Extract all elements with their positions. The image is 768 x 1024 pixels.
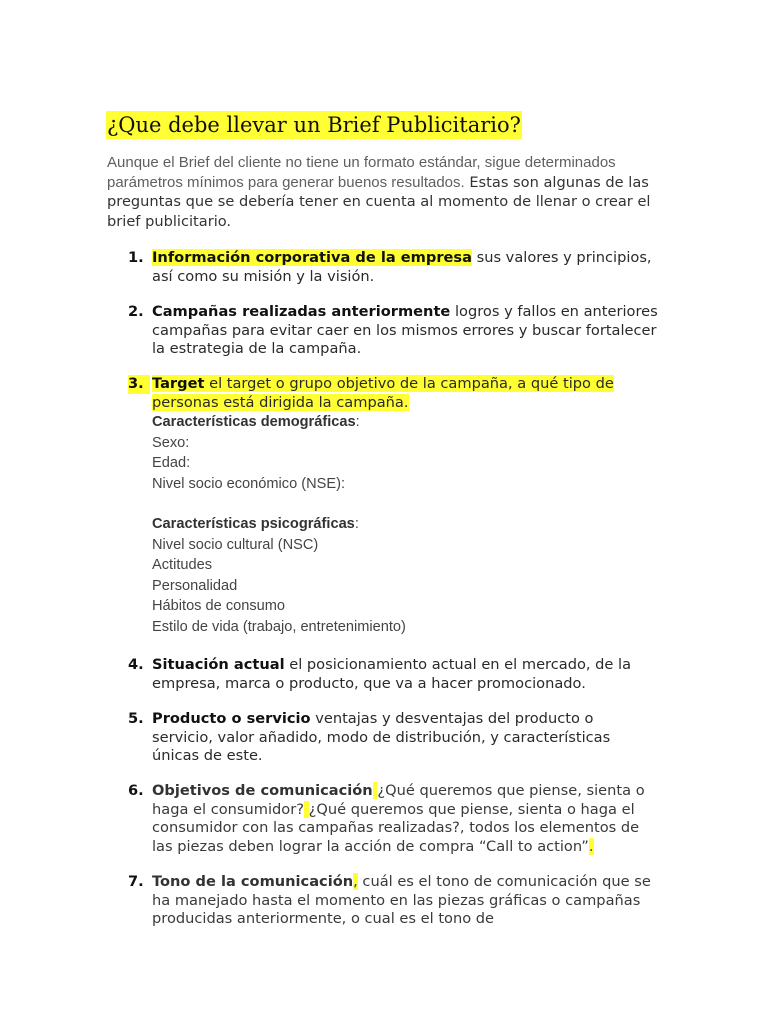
list-item-5 [128, 710, 658, 766]
psico-item: Hábitos de consumo [152, 598, 286, 615]
item-text: ¿Qué queremos que piense, sienta o haga el consumidor? [152, 782, 645, 818]
item-text: logros y fallos en anteriores campañas para evitar caer en los mismos errores y buscar fortalecer la estrategia de la campaña. [152, 303, 658, 358]
list-item-6 [128, 782, 658, 857]
item-end-mark: . [588, 838, 594, 856]
item-number: 6. [128, 782, 144, 799]
item-heading: Información corporativa de la empresa [152, 249, 472, 266]
psico-item: Personalidad [152, 577, 238, 594]
target-details [152, 412, 658, 637]
demo-item: Edad: [152, 455, 191, 472]
list-item-3 [128, 375, 658, 637]
list-item-2 [128, 303, 658, 359]
item-heading: Campañas realizadas anteriormente [152, 303, 451, 320]
item-number: 3. [128, 375, 150, 394]
item-text: ventajas y desventajas del producto o servicio, valor añadido, modo de distribución, y características únicas de este. [152, 710, 611, 765]
item-text: cuál es el tono de comunicación que se ha manejado hasta el momento en las piezas gráficas o campañas producidas anteriormente, o cual es el tono de [152, 873, 651, 928]
item-number: 5. [128, 710, 144, 727]
psico-item: Nivel socio cultural (NSC) [152, 536, 319, 553]
item-number: 1. [128, 249, 144, 266]
item-heading: Tono de la comunicación [152, 873, 354, 890]
item-heading: Target [152, 375, 205, 392]
list-item-7 [128, 873, 658, 929]
item-number: 4. [128, 656, 144, 673]
colon: : [354, 516, 359, 533]
item-comma: , [353, 873, 358, 890]
intro-light-text: Aunque el Brief del cliente no tiene un formato estándar, sigue determinados parámetros mínimos para generar buenos resultados. [107, 154, 616, 191]
psychographics-heading: Características psicográficas [152, 516, 355, 533]
item-text: sus valores y principios, así como su misión y la visión. [152, 249, 652, 285]
item-text: el target o grupo objetivo de la campaña, a qué tipo de personas está dirigida la campaña. [152, 375, 614, 411]
item-heading: Producto o servicio [152, 710, 311, 727]
list-item-1 [128, 249, 658, 286]
demo-item: Sexo: [152, 434, 190, 451]
item-heading: Situación actual [152, 656, 285, 673]
demo-item: Nivel socio económico (NSE): [152, 475, 346, 492]
page-title: ¿Que debe llevar un Brief Publicitario? [107, 113, 521, 137]
list-item-4 [128, 656, 658, 693]
colon: : [355, 414, 360, 431]
item-number: 7. [128, 873, 144, 890]
item-number: 2. [128, 303, 144, 320]
item-text-continued: ¿Qué queremos que piense, sienta o haga el consumidor con las campañas realizadas?, todos los elementos de las piezas deben lograr la acción de compra “Call to action” [152, 800, 640, 856]
demographics-heading: Características demográficas [152, 414, 356, 431]
psico-item: Estilo de vida (trabajo, entretenimiento) [152, 618, 406, 635]
psico-item: Actitudes [152, 557, 213, 574]
item-heading: Objetivos de comunicación [152, 782, 373, 799]
intro-rest-text: Estas son algunas de las preguntas que se debería tener en cuenta al momento de llenar o crear el brief publicitario. [107, 173, 651, 230]
intro-paragraph [107, 153, 667, 231]
item-text: el posicionamiento actual en el mercado, de la empresa, marca o producto, que va a hacer promocionado. [152, 656, 632, 692]
